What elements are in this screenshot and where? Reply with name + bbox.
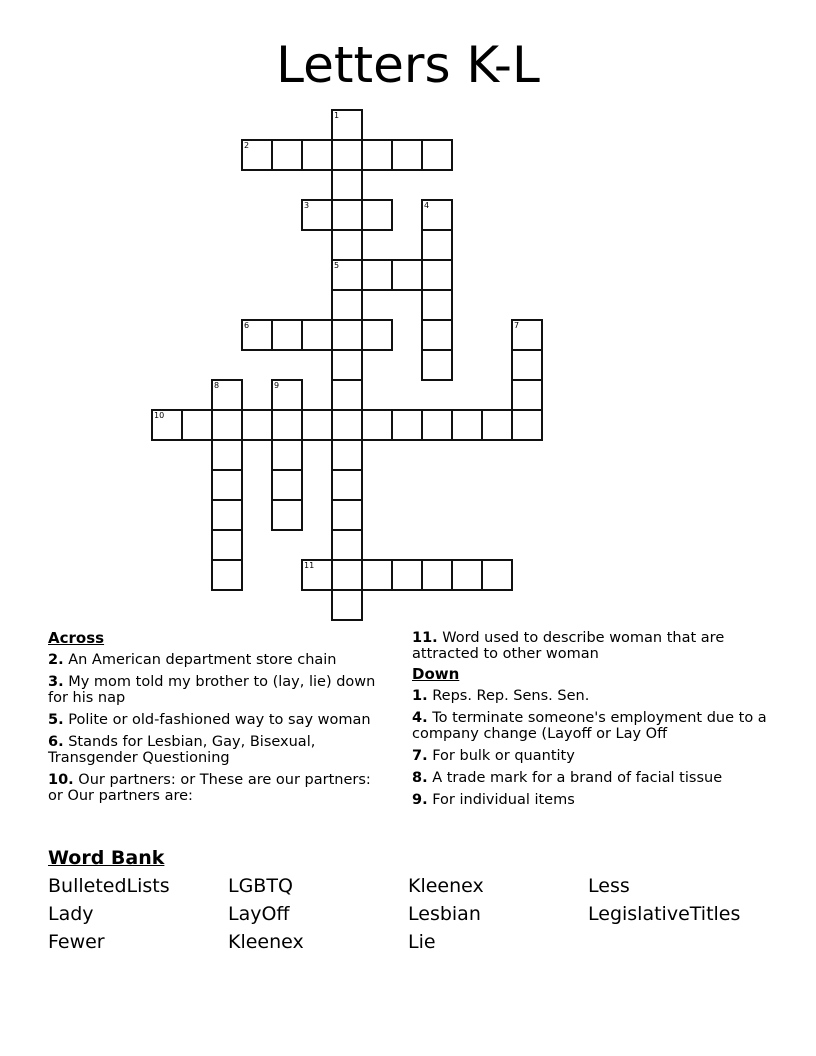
clue-across-10: 10. Our partners: or These are our partners: or Our partners are: xyxy=(48,772,371,804)
crossword-cell[interactable] xyxy=(211,379,243,411)
crossword-cell[interactable] xyxy=(151,409,183,441)
clue-down-1: 1. Reps. Rep. Sens. Sen. xyxy=(412,688,590,704)
crossword-cell[interactable] xyxy=(361,139,393,171)
crossword-cell[interactable] xyxy=(271,409,303,441)
crossword-cell[interactable] xyxy=(331,109,363,141)
crossword-cell[interactable] xyxy=(331,559,363,591)
clues-left-column xyxy=(48,630,378,810)
crossword-cell[interactable] xyxy=(511,409,543,441)
crossword-cell[interactable] xyxy=(211,499,243,531)
crossword-cell[interactable] xyxy=(421,229,453,261)
clue-across-2: 2. An American department store chain xyxy=(48,652,337,668)
clue-number: 8 xyxy=(214,381,220,390)
crossword-cell[interactable] xyxy=(301,139,333,171)
crossword-cell[interactable] xyxy=(391,559,423,591)
crossword-cell[interactable] xyxy=(331,379,363,411)
word-bank-item: Lie xyxy=(408,931,436,953)
word-bank-item: Lady xyxy=(48,903,94,925)
clue-down-9: 9. For individual items xyxy=(412,792,575,808)
crossword-cell[interactable] xyxy=(211,559,243,591)
crossword-cell[interactable] xyxy=(211,529,243,561)
crossword-cell[interactable] xyxy=(331,349,363,381)
crossword-cell[interactable] xyxy=(421,139,453,171)
crossword-cell[interactable] xyxy=(421,319,453,351)
crossword-cell[interactable] xyxy=(211,409,243,441)
crossword-cell[interactable] xyxy=(271,439,303,471)
clue-across-3: 3. My mom told my brother to (lay, lie) down for his nap xyxy=(48,674,376,706)
word-bank-heading: Word Bank xyxy=(48,847,165,869)
word-bank-item: BulletedLists xyxy=(48,875,170,897)
clue-number: 2 xyxy=(244,141,250,150)
word-bank-item: Less xyxy=(588,875,630,897)
page-title: Letters K-L xyxy=(276,36,540,94)
crossword-cell[interactable] xyxy=(331,409,363,441)
word-bank-item: Fewer xyxy=(48,931,105,953)
word-bank-item: Kleenex xyxy=(408,875,484,897)
crossword-cell[interactable] xyxy=(331,589,363,621)
clue-number: 10 xyxy=(154,411,165,420)
clue-across-5: 5. Polite or old-fashioned way to say woman xyxy=(48,712,371,728)
crossword-cell[interactable] xyxy=(331,139,363,171)
crossword-cell[interactable] xyxy=(361,319,393,351)
crossword-cell[interactable] xyxy=(241,409,273,441)
clue-number: 1 xyxy=(334,111,340,120)
crossword-cell[interactable] xyxy=(511,349,543,381)
crossword-cell[interactable] xyxy=(271,499,303,531)
crossword-cell[interactable] xyxy=(331,169,363,201)
crossword-cell[interactable] xyxy=(361,199,393,231)
crossword-cell[interactable] xyxy=(361,559,393,591)
crossword-cell[interactable] xyxy=(331,289,363,321)
clue-number: 7 xyxy=(514,321,520,330)
crossword-cell[interactable] xyxy=(481,559,513,591)
crossword-cell[interactable] xyxy=(331,439,363,471)
clue-number: 11 xyxy=(304,561,315,570)
crossword-cell[interactable] xyxy=(271,469,303,501)
crossword-cell[interactable] xyxy=(391,259,423,291)
crossword-cell[interactable] xyxy=(301,319,333,351)
clue-number: 4 xyxy=(424,201,430,210)
crossword-cell[interactable] xyxy=(421,409,453,441)
crossword-cell[interactable] xyxy=(211,469,243,501)
crossword-cell[interactable] xyxy=(181,409,213,441)
crossword-cell[interactable] xyxy=(301,559,333,591)
clue-down-8: 8. A trade mark for a brand of facial tissue xyxy=(412,770,723,786)
crossword-cell[interactable] xyxy=(421,289,453,321)
crossword-cell[interactable] xyxy=(331,469,363,501)
crossword-cell[interactable] xyxy=(421,349,453,381)
word-bank-item: Kleenex xyxy=(228,931,304,953)
crossword-cell[interactable] xyxy=(421,259,453,291)
crossword-cell[interactable] xyxy=(271,379,303,411)
crossword-cell[interactable] xyxy=(271,319,303,351)
crossword-cell[interactable] xyxy=(241,139,273,171)
crossword-cell[interactable] xyxy=(301,199,333,231)
clue-across-6: 6. Stands for Lesbian, Gay, Bisexual, Transgender Questioning xyxy=(48,734,316,766)
word-bank-item: LGBTQ xyxy=(228,875,293,897)
crossword-cell[interactable] xyxy=(241,319,273,351)
crossword-cell[interactable] xyxy=(421,199,453,231)
word-bank-item xyxy=(588,930,788,954)
word-bank-item: LegislativeTitles xyxy=(588,903,741,925)
clues-right-column xyxy=(412,630,782,814)
crossword-cell[interactable] xyxy=(451,409,483,441)
clue-number: 3 xyxy=(304,201,310,210)
crossword-cell[interactable] xyxy=(331,229,363,261)
crossword-cell[interactable] xyxy=(331,319,363,351)
clue-number: 5 xyxy=(334,261,340,270)
word-bank-item: Lesbian xyxy=(408,903,481,925)
crossword-cell[interactable] xyxy=(511,319,543,351)
crossword-cell[interactable] xyxy=(361,409,393,441)
crossword-cell[interactable] xyxy=(211,439,243,471)
crossword-cell[interactable] xyxy=(451,559,483,591)
word-bank-list xyxy=(48,874,788,954)
clue-number: 9 xyxy=(274,381,280,390)
down-heading: Down xyxy=(412,665,460,683)
crossword-cell[interactable] xyxy=(511,379,543,411)
clue-number: 6 xyxy=(244,321,250,330)
word-bank xyxy=(48,846,788,954)
crossword-cell[interactable] xyxy=(331,199,363,231)
across-heading: Across xyxy=(48,629,105,647)
crossword-cell[interactable] xyxy=(421,559,453,591)
crossword-cell[interactable] xyxy=(331,529,363,561)
word-bank-item: LayOff xyxy=(228,903,290,925)
crossword-cell[interactable] xyxy=(481,409,513,441)
clue-down-4: 4. To terminate someone's employment due to a company change (Layoff or Lay Off xyxy=(412,710,767,742)
crossword-cell[interactable] xyxy=(331,259,363,291)
crossword-cell[interactable] xyxy=(301,409,333,441)
crossword-cell[interactable] xyxy=(391,139,423,171)
crossword-cell[interactable] xyxy=(391,409,423,441)
clue-across-11: 11. Word used to describe woman that are attracted to other woman xyxy=(412,630,725,662)
crossword-cell[interactable] xyxy=(361,259,393,291)
clue-down-7: 7. For bulk or quantity xyxy=(412,748,575,764)
crossword-cell[interactable] xyxy=(331,499,363,531)
crossword-cell[interactable] xyxy=(271,139,303,171)
